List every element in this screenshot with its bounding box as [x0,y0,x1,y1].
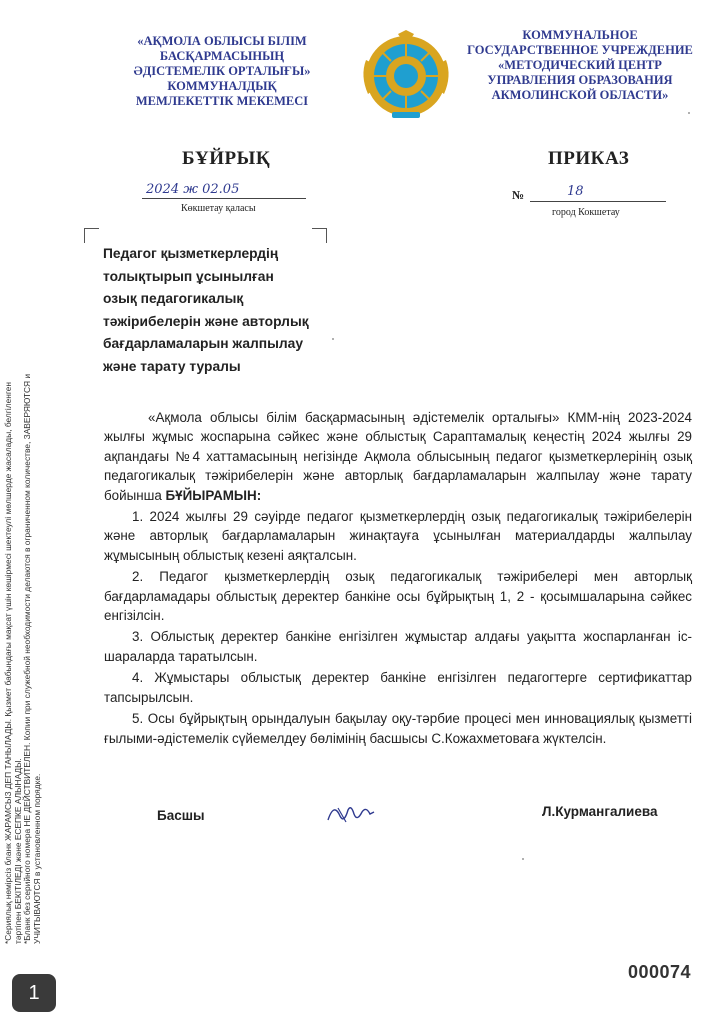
header-kz-line: БАСҚАРМАСЫНЫҢ [159,49,285,63]
signature-icon [324,798,378,828]
corner-mark [312,228,327,243]
header-ru-line: АКМОЛИНСКОЙ ОБЛАСТИ» [491,88,669,102]
intro-strong: БҰЙЫРАМЫН: [165,487,262,503]
title-ru: ПРИКАЗ [548,148,630,169]
header-kz-line: КОММУНАЛДЫҚ [167,79,277,93]
subject-line: Педагог қызметкерлердің [103,246,279,261]
order-item: 2. Педагог қызметкерлердің озық педагогикалық тәжірибелері мен авторлық бағдарламадары облыстық деректер банкіне осы бұйрықтың 1, 2 - қосымшаларына сәйкес енгізілсін. [104,569,692,624]
header-ru-line: КОММУНАЛЬНОЕ [522,28,638,42]
header-kz-line: «АҚМОЛА ОБЛЫСЫ БІЛІМ [137,34,307,48]
header-ru-line: «МЕТОДИЧЕСКИЙ ЦЕНТР [498,58,662,72]
header-ru-line: ГОСУДАРСТВЕННОЕ УЧРЕЖДЕНИЕ [467,43,693,57]
side-note-line: *Сериялық нөмірсіз бланк ЖАРАМСЫЗ ДЕП ТАНЫЛАДЫ. Қызмет бабындағы мақсат үшін көшірмесі шектеулі мөлшерде жасалады, белгіленген [3,381,13,944]
scan-speck [522,858,524,860]
side-note-line: УЧИТЫВАЮТСЯ в установленном порядке. [31,773,42,944]
city-kz: Көкшетау қаласы [181,203,256,214]
scan-speck [332,338,334,340]
intro-text: «Ақмола облысы білім басқармасының әдістемелік орталығы» КММ-нің 2023-2024 жылғы жұмыс жоспарына сәйкес және облыстық Сараптамалық кеңестің 2024 жылғы 29 ақпандағы №4 хаттамасының негізінде Ақмола облысының педагог қызметкерлерінің озық педагогикалық тәжірибелерін және авторлық бағдарламаларын жалпылау және тарату бойынша [104,410,692,503]
order-item: 1. 2024 жылғы 29 сәуірде педагог қызметкерлердің озық педагогикалық тәжірибелерін және авторлық бағдарламаларын жинақтауға ұсынылған материалдарды жалпылау жұмысының облыстық кезені аяқталсын. [104,509,692,563]
header-ru [450,28,710,103]
serial-number: 000074 [628,962,692,982]
number-sign: № [512,188,525,202]
order-item: 4. Жұмыстары облыстық деректер банкіне енгізілген педагогтерге сертификаттар тапсырылсын. [104,670,692,705]
signatory-name: Л.Курмангалиева [542,804,658,819]
side-note [4,244,94,944]
order-item: 3. Облыстық деректер банкіне енгізілген жұмыстар алдағы уақытта жоспарланған іс-шараларда таратылсын. [104,629,692,664]
city-ru: город Кокшетау [552,207,620,218]
subject-line: тәжірибелерін және авторлық [103,313,309,329]
page-number-badge[interactable]: 1 [12,974,56,1012]
order-item: 5. Осы бұйрықтың орындалуын бақылау оқу-тәрбие процесі мен инновациялық қызметті ғылыми-әдістемелік сүйемелдеу бөлімінің басшысы С.Кожахметоваға жүктелсін. [104,711,692,746]
intro-paragraph [104,408,692,505]
header-kz-line: МЕМЛЕКЕТТІК МЕКЕМЕСІ [135,94,309,108]
order-subject [103,243,353,378]
subject-line: және тарату туралы [103,358,241,374]
header-ru-line: УПРАВЛЕНИЯ ОБРАЗОВАНИЯ [487,73,673,87]
subject-line: бағдарламаларын жалпылау [103,336,304,351]
number-underline [530,201,666,202]
scan-speck [688,112,690,114]
signatory-title: Басшы [157,808,205,823]
header-kz-line: ӘДІСТЕМЕЛІК ОРТАЛЫҒЫ» [133,64,311,78]
date-handwritten: 2024 ж 02.05 [146,182,240,197]
subject-line: толықтырып ұсынылған [103,268,274,284]
state-emblem-icon [358,30,454,122]
order-body [104,408,692,748]
number-handwritten: 18 [567,184,584,199]
subject-line: озық педагогикалық [103,291,244,306]
header-kz [112,34,332,109]
side-note-line: тәртіпен БЕКІТІЛЕДІ және ЕСЕПКЕ АЛЫНАДЫ. [12,758,23,944]
title-kz: БҰЙРЫҚ [182,148,271,169]
side-note-line: *Бланк без серийного номера НЕ ДЕЙСТВИТЕЛЕН. Копии при служебной необходимости делаются в ограниченном количестве, ЗАВЕРЯЮТСЯ и [22,373,33,944]
date-underline [142,198,306,199]
corner-mark [84,228,99,243]
